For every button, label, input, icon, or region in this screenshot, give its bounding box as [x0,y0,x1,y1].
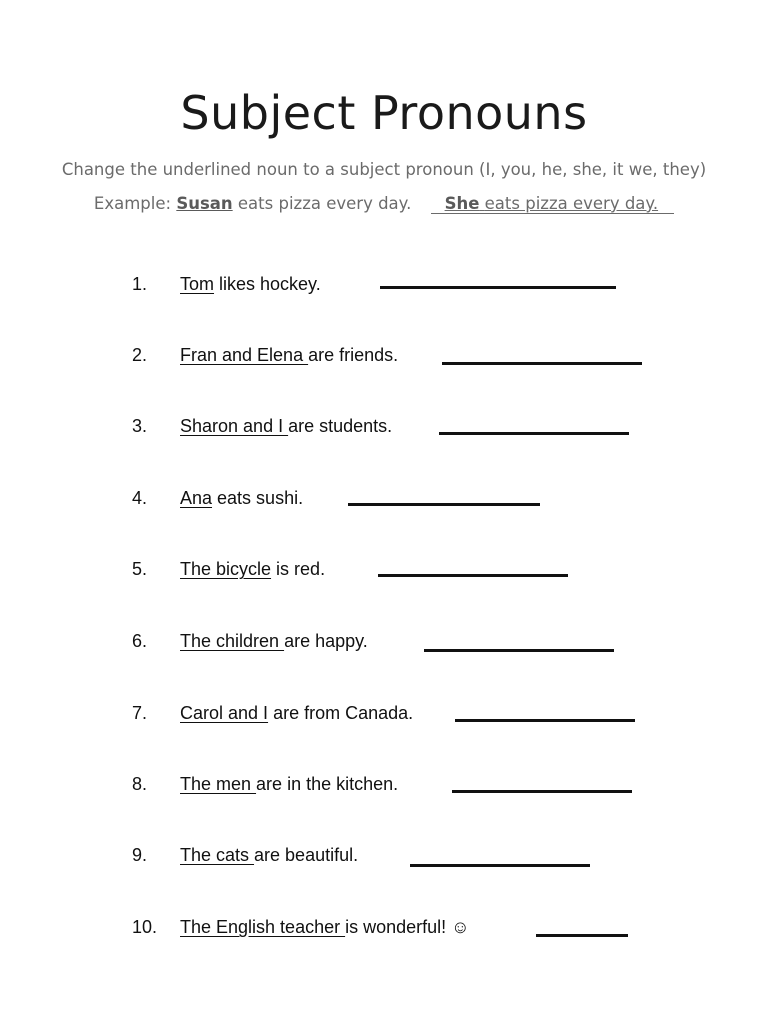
answer-blank-8[interactable] [452,790,632,793]
item-number: 5. [132,559,148,579]
item-underlined-noun: The children [180,631,285,651]
item-underlined-noun: Sharon and I [180,416,289,436]
item-underlined-noun: Tom [180,274,215,294]
exercise-item-5 [132,557,325,581]
exercise-item-6 [132,629,368,653]
exercise-item-10 [132,915,470,939]
item-underlined-noun: Ana [180,488,213,508]
item-rest: are friends. [308,345,399,365]
item-rest: are happy. [284,631,368,651]
item-underlined-noun: Fran and Elena [180,345,309,365]
example-rest: eats pizza every day. [237,194,412,213]
page-title: Subject Pronouns [180,86,588,140]
item-number: 8. [132,774,148,794]
exercise-item-1 [132,272,321,296]
instructions-text: Change the underlined noun to a subject pronoun (I, you, he, she, it we, they) [61,160,707,179]
answer-blank-7[interactable] [455,719,635,722]
answer-blank-9[interactable] [410,864,590,867]
answer-blank-1[interactable] [380,286,616,289]
exercise-item-2 [132,343,398,367]
item-number: 1. [132,274,148,294]
answer-blank-4[interactable] [348,503,540,506]
item-rest: likes hockey. [214,274,321,294]
item-rest: are from Canada. [268,703,414,723]
answer-blank-3[interactable] [439,432,629,435]
item-underlined-noun: The men [180,774,257,794]
exercise-item-7 [132,701,413,725]
item-rest: are in the kitchen. [256,774,399,794]
item-underlined-noun: The cats [180,845,255,865]
item-rest: are students. [288,416,393,436]
example-answer-rest: eats pizza every day. [484,194,659,213]
answer-blank-5[interactable] [378,574,568,577]
example-answer-pronoun: She [444,194,480,213]
item-number: 2. [132,345,148,365]
item-underlined-noun: The English teacher [180,917,346,937]
item-rest: is red. [271,559,326,579]
answer-blank-2[interactable] [442,362,642,365]
item-number: 10. [132,917,158,937]
item-number: 9. [132,845,148,865]
item-number: 3. [132,416,148,436]
answer-blank-10[interactable] [536,934,628,937]
item-number: 6. [132,631,148,651]
exercise-item-4 [132,486,303,510]
item-rest: are beautiful. [254,845,359,865]
exercise-item-8 [132,772,398,796]
example-label: Example: [93,194,172,213]
example-noun: Susan [176,194,233,213]
item-rest: eats sushi. [212,488,304,508]
item-number: 4. [132,488,148,508]
item-underlined-noun: Carol and I [180,703,269,723]
exercise-item-9 [132,843,358,867]
item-rest: is wonderful! ☺ [345,917,470,937]
exercise-item-3 [132,414,392,438]
example-line [0,194,768,214]
item-underlined-noun: The bicycle [180,559,272,579]
example-answer [431,195,675,214]
answer-blank-6[interactable] [424,649,614,652]
item-number: 7. [132,703,148,723]
